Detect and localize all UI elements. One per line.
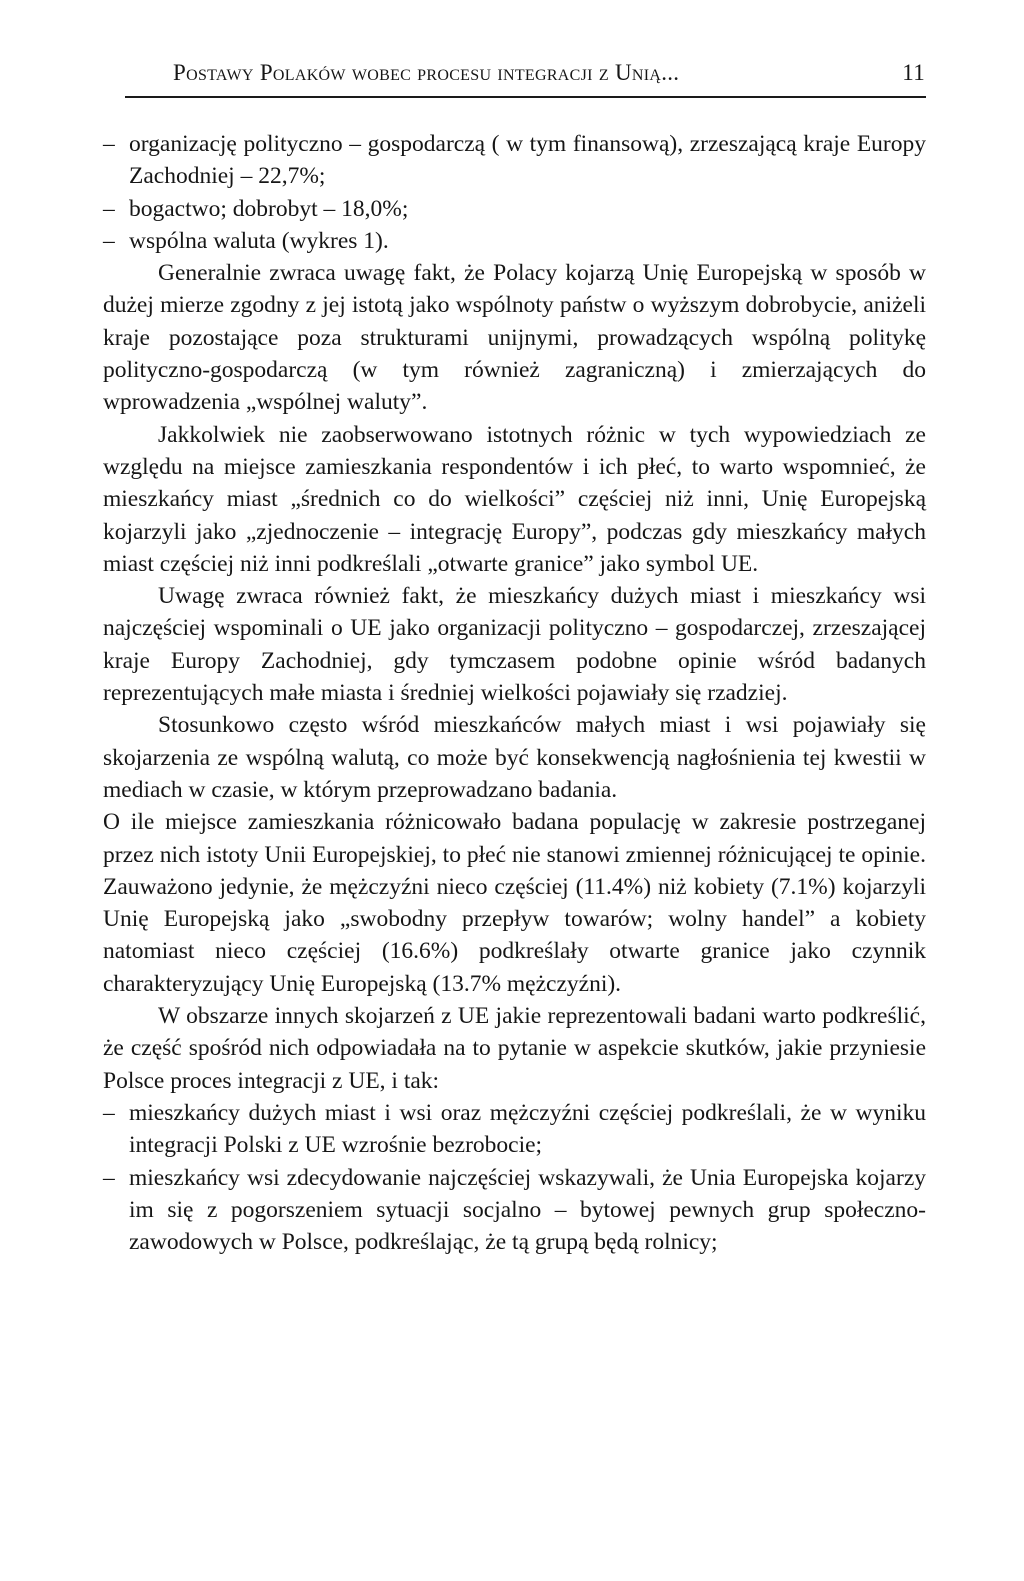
paragraph: Uwagę zwraca również fakt, że mieszkańcy dużych miast i mieszkańcy wsi najczęściej wspominali o UE jako organizacji polityczno – gospodarczej, zrzeszającej kraje Europy Zachodniej, gdy tymczasem podobne opinie wśród badanych reprezentujących małe miasta i średniej wielkości pojawiały się rzadziej. xyxy=(103,583,926,707)
list-item xyxy=(103,1162,926,1259)
dash-marker: – xyxy=(103,1164,115,1191)
list-item xyxy=(103,128,926,193)
list-item-text: wspólna waluta (wykres 1). xyxy=(129,227,389,254)
list-item-text: mieszkańcy wsi zdecydowanie najczęściej wskazywali, że Unia Europejska kojarzy im się z pogorszeniem sytuacji socjalno – bytowej pewnych grup społeczno-zawodowych w Polsce, podkreślając, że tą grupą będą rolnicy; xyxy=(129,1164,926,1256)
list-item xyxy=(103,193,926,225)
dash-marker: – xyxy=(103,131,115,157)
list-item-text: mieszkańcy dużych miast i wsi oraz mężczyźni częściej podkreślali, że w wyniku integracji Polski z UE wzrośnie bezrobocie; xyxy=(129,1099,926,1159)
list-item-text: bogactwo; dobrobyt – 18,0%; xyxy=(129,195,409,222)
running-title: Postawy Polaków wobec procesu integracji z Unią... xyxy=(173,60,680,85)
paragraph: W obszarze innych skojarzeń z UE jakie reprezentowali badani warto podkreślić, że część spośród nich odpowiadała na to pytanie w aspekcie skutków, jakie przyniesie Polsce proces integracji z UE, i tak: xyxy=(103,1003,926,1094)
paragraph: Jakkolwiek nie zaobserwowano istotnych różnic w tych wypowiedziach ze względu na miejsce zamieszkania respondentów i ich płeć, to warto wspomnieć, że mieszkańcy miast „średnich co do wielkości” częściej niż inni, Unię Europejską kojarzyli jako „zjednoczenie – integrację Europy”, podczas gdy mieszkańcy małych miast częściej niż inni podkreślali „otwarte granice” jako symbol UE. xyxy=(103,421,926,577)
body-text xyxy=(103,128,926,1258)
list-item xyxy=(103,225,926,257)
header-rule xyxy=(125,96,926,98)
page-number: 11 xyxy=(902,60,925,85)
dash-marker: – xyxy=(103,195,115,222)
dash-marker: – xyxy=(103,1099,115,1126)
paragraph: Generalnie zwraca uwagę fakt, że Polacy kojarzą Unię Europejską w sposób w dużej mierze zgodny z jej istotą jako wspólnoty państw o wyższym dobrobycie, aniżeli kraje pozostające poza strukturami unijnymi, prowadzących wspólną politykę polityczno-gospodarczą (w tym również zagraniczną) i zmierzających do wprowadzenia „wspólnej waluty”. xyxy=(103,260,926,416)
paragraph: Stosunkowo często wśród mieszkańców małych miast i wsi pojawiały się skojarzenia ze wspólną walutą, co może być konsekwencją nagłośnienia tej kwestii w mediach w czasie, w którym przeprowadzano badania. xyxy=(103,712,926,803)
list-item-text: organizację polityczno – gospodarczą ( w tym finansową), zrzeszającą kraje Europy Zachodniej – 22,7%; xyxy=(129,131,926,190)
list-item xyxy=(103,1097,926,1162)
dash-marker: – xyxy=(103,227,115,254)
paragraph: O ile miejsce zamieszkania różnicowało badana populację w zakresie postrzeganej przez nich istoty Unii Europejskiej, to płeć nie stanowi zmiennej różnicującej te opinie. Zauważono jedynie, że mężczyźni nieco częściej (11.4%) niż kobiety (7.1%) kojarzyli Unię Europejską jako „swobodny przepływ towarów; wolny handel” a kobiety natomiast nieco częściej (16.6%) podkreślały otwarte granice jako czynnik charakteryzujący Unię Europejską (13.7% mężczyźni). xyxy=(103,809,926,997)
